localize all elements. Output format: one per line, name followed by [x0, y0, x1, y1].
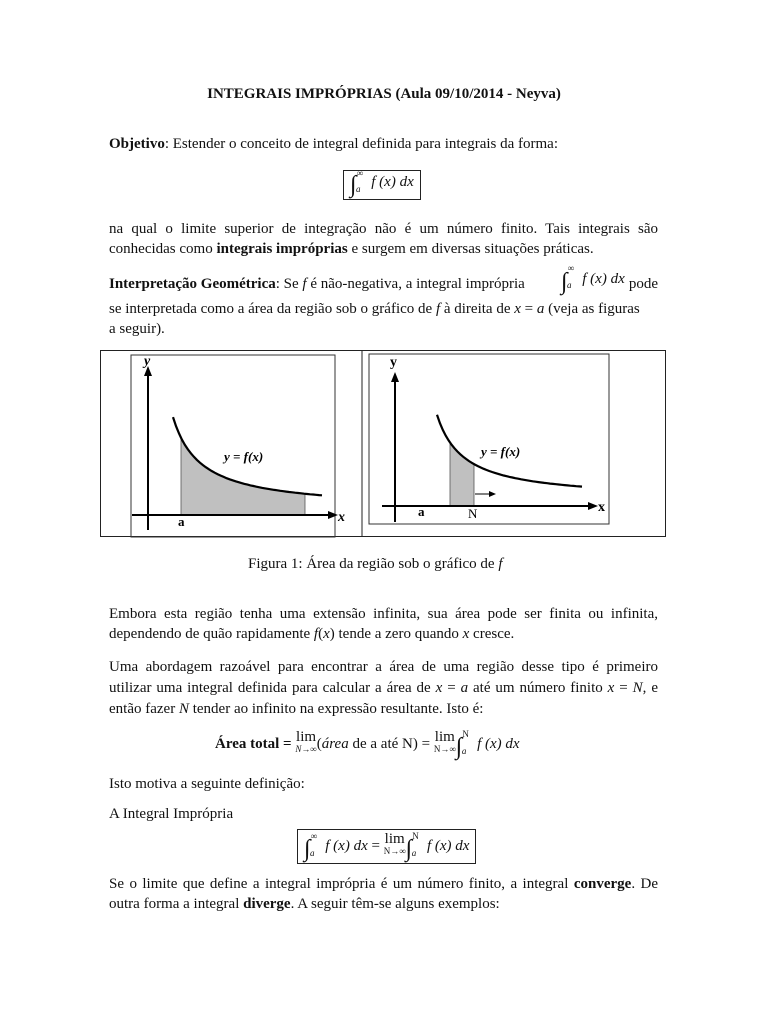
lower-limit: a — [567, 280, 572, 290]
text: dependendo de quão rapidamente — [109, 626, 314, 642]
text: até um número finito — [468, 680, 608, 696]
text: f — [302, 276, 307, 292]
text: ( — [318, 626, 324, 642]
right-y-label: y — [390, 355, 397, 370]
text: utilizar uma integral definida para calcular a área de — [109, 680, 436, 696]
integral-sign: ∫ — [455, 734, 463, 760]
lim-text: lim — [296, 729, 317, 745]
text: se interpretada como a área da região sob o gráfico de — [109, 301, 436, 317]
lim-text: lim — [434, 729, 455, 745]
text-line — [109, 659, 658, 676]
text-line — [109, 896, 658, 913]
text: Embora esta região tenha uma extensão infinita, sua área pode ser finita ou infinita, — [109, 606, 658, 622]
lim-sub: N→∞ — [433, 744, 456, 754]
upper-limit: ∞ — [567, 263, 574, 273]
right-x-label: x — [598, 500, 605, 515]
upper-limit: N — [412, 831, 419, 841]
text: e surgem em diversas situações práticas. — [347, 241, 594, 257]
integrand: f (x) dx — [426, 838, 470, 854]
text: a — [536, 301, 545, 317]
lim-sub: N→∞ — [383, 846, 406, 856]
text: A Integral Imprópria — [109, 806, 234, 822]
text: na qual o limite superior de integração não é um número finito. Tais integrais são — [109, 221, 658, 237]
right-x-arrow-icon — [588, 502, 598, 510]
text: a — [460, 680, 469, 696]
lower-limit: a — [461, 746, 467, 756]
text-line — [109, 680, 658, 697]
lower-limit: a — [310, 848, 315, 858]
bold-text: integrais impróprias — [216, 241, 348, 257]
left-y-label: y — [144, 354, 151, 369]
integral-sign: ∫ — [561, 269, 568, 295]
integrand: f (x) dx — [371, 174, 414, 190]
text: x — [435, 680, 443, 696]
left-x-label: x — [338, 510, 345, 525]
text: Se o limite que define a integral imprópria é um número finito, a integral — [109, 876, 574, 892]
text: de a até N) — [348, 736, 418, 752]
lower-limit: a — [356, 184, 361, 194]
text: = — [520, 301, 537, 317]
limit — [384, 832, 406, 856]
integrand: f (x) dx — [582, 271, 625, 287]
text: área — [321, 736, 349, 752]
text: então fazer — [109, 701, 179, 717]
text: = — [442, 680, 461, 696]
text: : Se — [275, 276, 303, 292]
text: tender ao infinito na expressão resultante. Isto é: — [188, 701, 484, 717]
text: N — [632, 680, 643, 696]
integrand: f (x) dx — [477, 736, 520, 752]
text: x — [323, 626, 330, 642]
text: = — [614, 680, 633, 696]
text: f — [435, 301, 441, 317]
text: : Estender o conceito de integral definida para integrais da forma: — [164, 136, 558, 152]
text: Isto motiva a seguinte definição: — [109, 776, 305, 792]
limit — [434, 730, 456, 754]
upper-limit: ∞ — [310, 831, 317, 841]
right-graph-frame — [369, 354, 609, 524]
text: ( — [316, 736, 322, 752]
text: x — [462, 626, 470, 642]
text: conhecidas como — [109, 241, 217, 257]
right-shaded-area — [450, 443, 474, 507]
text: outra forma a integral — [109, 896, 244, 912]
text-line — [109, 806, 658, 823]
equals: = — [371, 838, 380, 854]
text: f — [313, 626, 319, 642]
integral-sign: ∫ — [350, 172, 357, 198]
right-n-label: N — [468, 506, 478, 521]
bold-text: Objetivo — [109, 136, 165, 152]
text-line — [109, 701, 658, 718]
upper-limit: ∞ — [356, 168, 363, 178]
text: x — [607, 680, 615, 696]
text: cresce. — [469, 626, 515, 642]
integrand: f (x) dx — [325, 838, 368, 854]
text-line — [109, 626, 658, 643]
caption-text: Figura 1: Área da região sob o gráfico de — [248, 556, 499, 572]
lower-limit: a — [411, 848, 417, 858]
area-total-formula — [215, 730, 520, 759]
text: . A seguir têm-se alguns exemplos: — [290, 896, 500, 912]
interpretation-label: Interpretação Geométrica — [109, 276, 276, 292]
text: pode — [628, 276, 658, 292]
text-line — [109, 606, 658, 623]
text-line — [109, 876, 658, 893]
text: . De — [631, 876, 658, 892]
right-move-arrow-icon — [489, 491, 496, 497]
text-line — [109, 776, 658, 793]
text: à direita de — [440, 301, 515, 317]
caption-f: f — [498, 556, 503, 572]
text: (veja as figuras — [544, 301, 640, 317]
left-x-arrow-icon — [328, 511, 338, 519]
integral-sign: ∫ — [405, 836, 413, 862]
upper-limit: N — [462, 729, 469, 739]
text: N — [178, 701, 189, 717]
text: é não-negativa, a integral imprópria — [306, 276, 525, 292]
area-total-label: Área total = — [215, 736, 292, 752]
document-title: INTEGRAIS IMPRÓPRIAS (Aula 09/10/2014 - Neyva) — [207, 86, 561, 102]
lim-sub: N→∞ — [295, 744, 317, 754]
text: a seguir). — [109, 321, 165, 337]
improper-integral-definition-box — [297, 829, 476, 864]
right-curve-label: y = f(x) — [481, 444, 521, 459]
text: , e — [642, 680, 658, 696]
left-a-label: a — [178, 514, 185, 529]
figure-caption — [248, 556, 503, 573]
right-y-arrow-icon — [391, 372, 399, 382]
text: x — [514, 301, 521, 317]
equals: = — [421, 736, 431, 752]
right-a-label: a — [418, 504, 425, 519]
text: Uma abordagem razoável para encontrar a área de uma região desse tipo é primeiro — [109, 659, 658, 675]
bold-text: diverge — [243, 896, 291, 912]
text: ) tende a zero quando — [329, 626, 463, 642]
limit — [295, 730, 316, 754]
integral-sign: ∫ — [304, 836, 311, 862]
bold-text: converge — [573, 876, 632, 892]
left-curve-label: y = f(x) — [224, 449, 264, 464]
lim-text: lim — [384, 831, 405, 847]
